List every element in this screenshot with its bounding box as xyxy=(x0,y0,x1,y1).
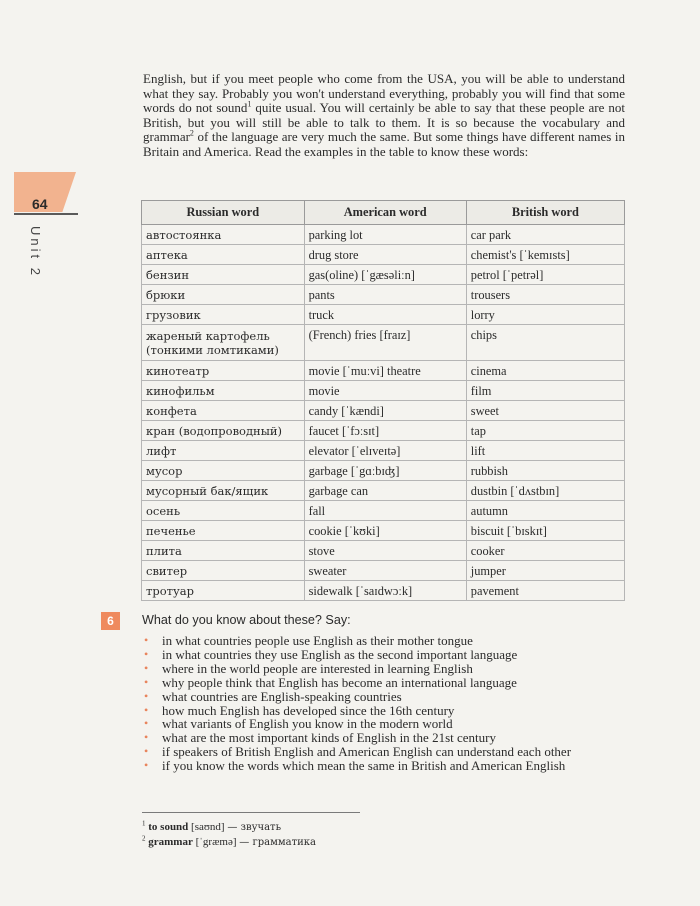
russian-word: осень xyxy=(142,501,305,521)
russian-word: мусорный бак/ящик xyxy=(142,481,305,501)
exercise-instruction: What do you know about these? Say: xyxy=(142,613,351,627)
list-item-text: in what countries they use English as the second important language xyxy=(162,646,518,662)
list-item-text: why people think that English has become an international language xyxy=(162,674,517,690)
american-word: truck xyxy=(304,305,466,325)
russian-word: бензин xyxy=(142,265,305,285)
british-word: lift xyxy=(466,441,624,461)
bullet-icon: • xyxy=(144,688,149,703)
russian-word: аптека xyxy=(142,245,305,265)
british-word: car park xyxy=(466,225,624,245)
list-item xyxy=(142,662,626,676)
russian-word: свитер xyxy=(142,561,305,581)
table-row xyxy=(142,481,625,501)
russian-word: плита xyxy=(142,541,305,561)
american-word: pants xyxy=(304,285,466,305)
bullet-icon: • xyxy=(144,744,149,759)
table-header-row xyxy=(142,201,625,225)
list-item-text: how much English has developed since the 16th century xyxy=(162,702,455,718)
british-word: dustbin [ˈdʌstbɪn] xyxy=(466,481,624,501)
british-word: sweet xyxy=(466,401,624,421)
american-word: movie xyxy=(304,381,466,401)
american-word: fall xyxy=(304,501,466,521)
list-item xyxy=(142,690,626,704)
table-row xyxy=(142,381,625,401)
table-row xyxy=(142,441,625,461)
russian-word: тротуар xyxy=(142,581,305,601)
american-word: sidewalk [ˈsaɪdwɔːk] xyxy=(304,581,466,601)
russian-word: кран (водопроводный) xyxy=(142,421,305,441)
british-word: chips xyxy=(466,325,624,361)
british-word: trousers xyxy=(466,285,624,305)
footnote-translation: — звучать xyxy=(227,822,282,833)
russian-word: кинофильм xyxy=(142,381,305,401)
footnotes xyxy=(142,820,316,850)
bullet-icon: • xyxy=(144,730,149,745)
list-item xyxy=(142,745,626,759)
american-word: gas(oline) [ˈgæsəliːn] xyxy=(304,265,466,285)
vocabulary-table xyxy=(141,200,625,601)
table-row xyxy=(142,461,625,481)
russian-word: мусор xyxy=(142,461,305,481)
american-word: candy [ˈkændi] xyxy=(304,401,466,421)
russian-word: печенье xyxy=(142,521,305,541)
exercise-item-list xyxy=(142,634,626,773)
list-item xyxy=(142,634,626,648)
list-item-text: if you know the words which mean the same in British and American English xyxy=(162,758,566,774)
table-row xyxy=(142,541,625,561)
table-row xyxy=(142,561,625,581)
british-word: lorry xyxy=(466,305,624,325)
american-word: garbage [ˈgɑːbɪʤ] xyxy=(304,461,466,481)
unit-label: Unit 2 xyxy=(28,226,43,278)
table-row xyxy=(142,581,625,601)
british-word: autumn xyxy=(466,501,624,521)
table-row xyxy=(142,245,625,265)
table-row xyxy=(142,225,625,245)
list-item-text: if speakers of British English and American English can understand each other xyxy=(162,744,572,760)
table-row xyxy=(142,501,625,521)
american-word: elevator [ˈelɪveɪtə] xyxy=(304,441,466,461)
british-word: cooker xyxy=(466,541,624,561)
intro-text-part3: of the language are very much the same. But some things have different names in Britain and America. Read the examples in the table to know these words: xyxy=(143,129,625,159)
page-tab-rule xyxy=(14,213,78,215)
table-row xyxy=(142,305,625,325)
column-header-russian: Russian word xyxy=(142,201,305,225)
column-header-british: British word xyxy=(466,201,624,225)
russian-word: конфета xyxy=(142,401,305,421)
list-item-text: what are the most important kinds of English in the 21st century xyxy=(162,730,496,746)
table-row xyxy=(142,325,625,361)
russian-word: автостоянка xyxy=(142,225,305,245)
intro-text-part2: quite usual. You will certainly be able to say that these people are not British, but you will still be able to talk to them. It is so because the vocabulary and grammar xyxy=(143,100,626,145)
russian-word: жареный картофель (тонкими ломтиками) xyxy=(142,325,305,361)
footnote-divider xyxy=(142,812,360,813)
footnote-transcription: [ˈgræmə] xyxy=(195,836,237,848)
british-word: chemist's [ˈkemɪsts] xyxy=(466,245,624,265)
british-word: film xyxy=(466,381,624,401)
bullet-icon: • xyxy=(144,674,149,689)
list-item-text: what variants of English you know in the modern world xyxy=(162,716,453,732)
table-row xyxy=(142,265,625,285)
intro-paragraph xyxy=(143,72,625,160)
list-item xyxy=(142,704,626,718)
british-word: cinema xyxy=(466,361,624,381)
footnote-number: 2 xyxy=(142,834,146,843)
footnote-translation: — грамматика xyxy=(239,837,316,848)
british-word: biscuit [ˈbɪskɪt] xyxy=(466,521,624,541)
list-item xyxy=(142,731,626,745)
american-word: drug store xyxy=(304,245,466,265)
list-item xyxy=(142,759,626,773)
footnote-2 xyxy=(142,835,316,850)
american-word: stove xyxy=(304,541,466,561)
list-item xyxy=(142,648,626,662)
footnote-ref-1: 1 xyxy=(247,99,252,109)
bullet-icon: • xyxy=(144,633,149,647)
table-row xyxy=(142,401,625,421)
bullet-icon: • xyxy=(144,646,149,661)
american-word: parking lot xyxy=(304,225,466,245)
table-row xyxy=(142,421,625,441)
russian-word: кинотеатр xyxy=(142,361,305,381)
bullet-icon: • xyxy=(144,716,149,731)
footnote-word: grammar xyxy=(148,836,193,848)
footnote-ref-2: 2 xyxy=(189,129,194,139)
table-row xyxy=(142,361,625,381)
british-word: tap xyxy=(466,421,624,441)
table-row xyxy=(142,285,625,305)
british-word: petrol [ˈpetrəl] xyxy=(466,265,624,285)
list-item-text: where in the world people are interested in learning English xyxy=(162,660,473,676)
british-word: rubbish xyxy=(466,461,624,481)
list-item-text: in what countries people use English as their mother tongue xyxy=(162,633,473,648)
footnote-transcription: [saʊnd] xyxy=(191,821,225,833)
american-word: faucet [ˈfɔːsɪt] xyxy=(304,421,466,441)
russian-word: грузовик xyxy=(142,305,305,325)
american-word: garbage can xyxy=(304,481,466,501)
bullet-icon: • xyxy=(144,660,149,675)
intro-text-part1: English, but if you meet people who come from the USA, you will be able to understand what they say. Probably you won't understand everything, probably you will find that some words do not sound xyxy=(143,71,625,116)
list-item xyxy=(142,717,626,731)
list-item xyxy=(142,676,626,690)
american-word: sweater xyxy=(304,561,466,581)
american-word: movie [ˈmuːvi] theatre xyxy=(304,361,466,381)
page-number: 64 xyxy=(32,196,48,212)
list-item-text: what countries are English-speaking countries xyxy=(162,688,402,704)
footnote-number: 1 xyxy=(142,819,146,828)
russian-word: брюки xyxy=(142,285,305,305)
american-word: (French) fries [fraɪz] xyxy=(304,325,466,361)
exercise-number-badge: 6 xyxy=(101,612,120,630)
british-word: jumper xyxy=(466,561,624,581)
russian-word: лифт xyxy=(142,441,305,461)
footnote-1 xyxy=(142,820,316,835)
bullet-icon: • xyxy=(144,758,149,773)
footnote-word: to sound xyxy=(148,821,189,833)
british-word: pavement xyxy=(466,581,624,601)
bullet-icon: • xyxy=(144,702,149,717)
column-header-american: American word xyxy=(304,201,466,225)
american-word: cookie [ˈkʊki] xyxy=(304,521,466,541)
table-row xyxy=(142,521,625,541)
